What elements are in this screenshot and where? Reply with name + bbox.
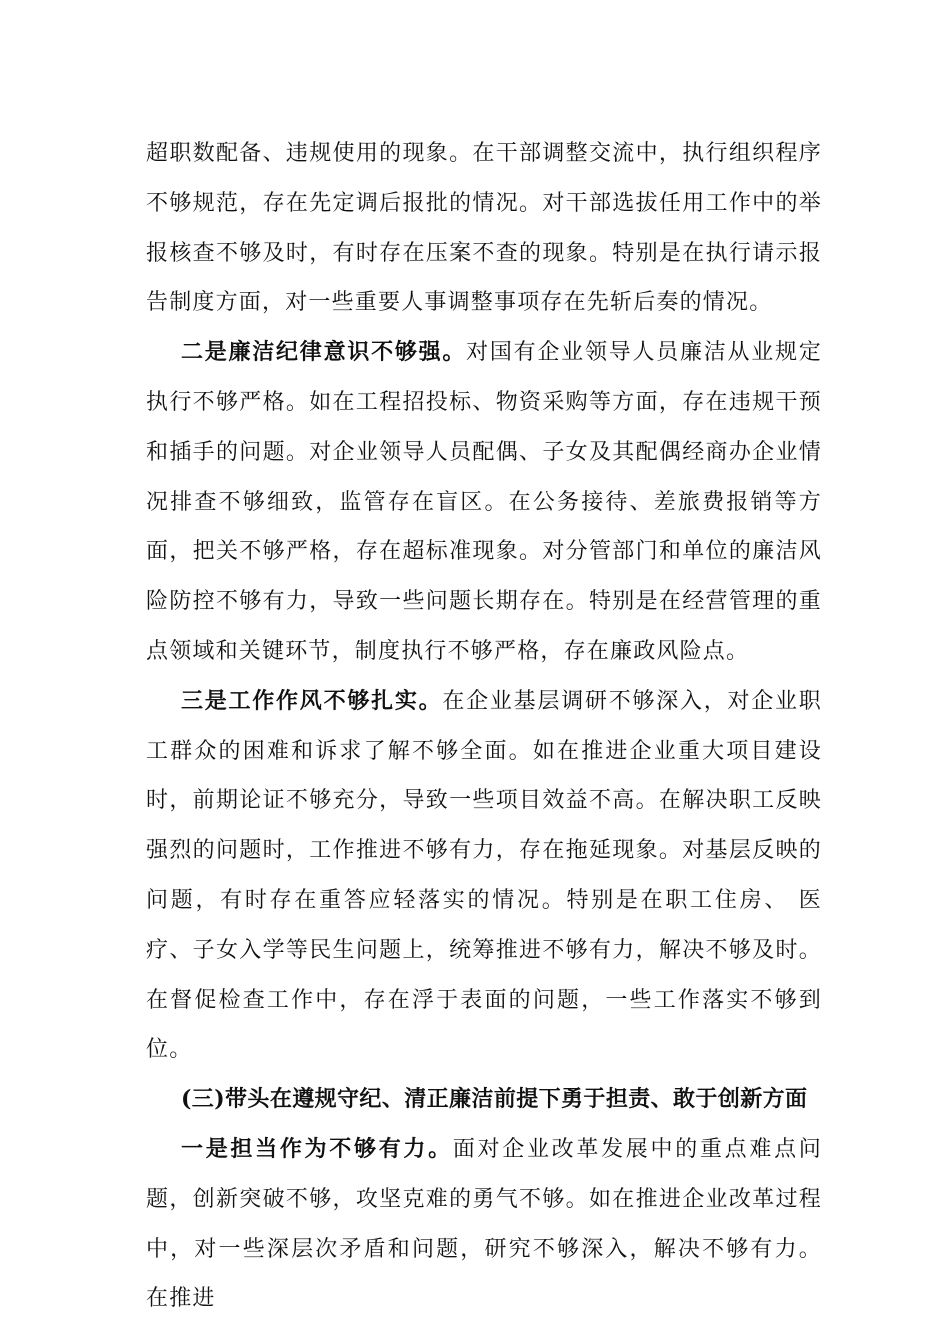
paragraph-continuation	[146, 129, 822, 328]
paragraph-lead: 一是担当作为不够有力。	[181, 1135, 453, 1162]
paragraph-work-style	[146, 677, 822, 1075]
paragraph-lead: 三是工作作风不够扎实。	[181, 687, 443, 714]
paragraph-responsibility	[146, 1125, 822, 1324]
paragraph-text: 在企业基层调研不够深入，对企业职工群众的困难和诉求了解不够全面。如在推进企业重大项目建设时，前期论证不够充分，导致一些项目效益不高。在解决职工反映强烈的问题时，工作推进不够有力，存在拖延现象。对基层反映的问题，有时存在重答应轻落实的情况。特别是在职工住房、 医疗、子女入学等民生问题上，统筹推进不够有力，解决不够及时。在督促检查工作中，存在浮于表面的问题，一些工作落实不够到位。	[146, 688, 823, 1063]
section-heading: (三)带头在遵规守纪、清正廉洁前提下勇于担责、敢于创新方面	[181, 1086, 808, 1113]
paragraph-integrity-discipline	[146, 328, 822, 677]
paragraph-text: 面对企业改革发展中的重点难点问题，创新突破不够，攻坚克难的勇气不够。如在推进企业改革过程中，对一些深层次矛盾和问题，研究不够深入，解决不够有力。 在推进	[146, 1136, 822, 1312]
paragraph-text: 超职数配备、违规使用的现象。在干部调整交流中，执行组织程序不够规范，存在先定调后报批的情况。对干部选拔任用工作中的举报核查不够及时，有时存在压案不查的现象。特别是在执行请示报告制度方面，对一些重要人事调整事项存在先斩后奏的情况。	[146, 141, 822, 316]
document-page	[146, 129, 822, 1324]
paragraph-lead: 二是廉洁纪律意识不够强。	[181, 339, 467, 366]
paragraph-text: 对国有企业领导人员廉洁从业规定执行不够严格。如在工程招投标、物资采购等方面，存在违规干预和插手的问题。对企业领导人员配偶、子女及其配偶经商办企业情况排查不够细致，监管存在盲区。在公务接待、差旅费报销等方面，把关不够严格，存在超标准现象。对分管部门和单位的廉洁风险防控不够有力，导致一些问题长期存在。特别是在经营管理的重点领域和关键环节，制度执行不够严格，存在廉政风险点。	[146, 340, 822, 664]
